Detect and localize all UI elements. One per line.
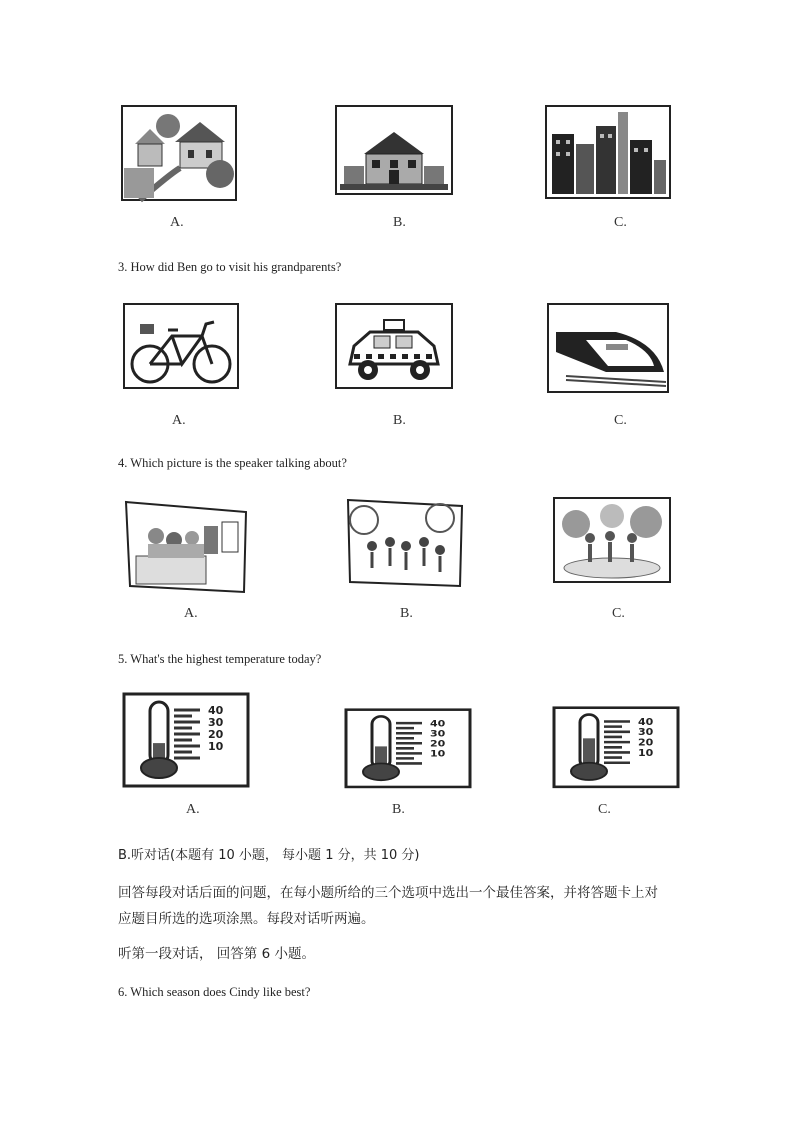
option-c-label: C.	[612, 606, 625, 621]
option-b-label: B.	[392, 802, 405, 817]
section-b-instructions	[118, 880, 688, 932]
tick-label: 10	[208, 740, 224, 753]
bicycle-icon	[122, 302, 252, 402]
option-c-picture	[544, 104, 674, 204]
first-dialog-note: 听第一段对话， 回答第 6 小题。	[118, 946, 315, 962]
thermometer-icon	[552, 706, 682, 792]
taxi-icon	[334, 302, 464, 402]
option-b-picture	[334, 104, 464, 204]
tick-label: 40	[430, 719, 446, 730]
option-b-picture	[334, 302, 464, 402]
tick-label: 30	[430, 729, 446, 740]
option-a-label: A.	[186, 802, 200, 817]
option-c-label: C.	[614, 215, 627, 230]
tick-label: 30	[208, 716, 224, 729]
thermometer-icon	[122, 692, 252, 792]
option-b-label: B.	[393, 413, 406, 428]
option-a-label: A.	[170, 215, 184, 230]
train-icon	[546, 302, 676, 402]
question-6: 6. Which season does Cindy like best?	[118, 985, 311, 999]
tick-label: 20	[208, 728, 224, 741]
city-buildings-icon	[544, 104, 674, 204]
tick-label: 30	[638, 726, 654, 739]
option-c-label: C.	[614, 413, 627, 428]
option-c-picture	[546, 302, 676, 402]
tick-label: 20	[430, 739, 446, 750]
row-places	[118, 104, 678, 239]
question-3: 3. How did Ben go to visit his grandparents?	[118, 260, 342, 274]
option-a-picture	[122, 302, 252, 402]
planting-trees-icon	[552, 496, 682, 596]
option-b-picture	[344, 496, 474, 596]
option-a-picture	[120, 104, 250, 204]
picnic-park-icon	[344, 496, 474, 596]
tick-label: 20	[638, 737, 654, 749]
section-b-heading: B.听对话(本题有 10 小题， 每小题 1 分，共 10 分)	[118, 848, 420, 863]
option-c-picture	[552, 706, 682, 792]
thermometer-icon	[344, 708, 474, 792]
option-b-label: B.	[400, 606, 413, 621]
tick-label: 40	[638, 716, 654, 728]
option-c-label: C.	[598, 802, 611, 817]
instruction-line-1: 回答每段对话后面的问题，在每小题所给的三个选项中选出一个最佳答案，并将答题卡上对	[118, 885, 658, 901]
instruction-line-2: 应题目所选的选项涂黑。每段对话听两遍。	[118, 911, 375, 927]
question-5: 5. What's the highest temperature today?	[118, 652, 322, 666]
option-c-picture	[552, 496, 682, 596]
option-a-picture	[122, 496, 252, 596]
row-thermometers	[118, 692, 678, 827]
option-a-label: A.	[184, 606, 198, 621]
tick-label: 10	[430, 749, 446, 760]
tick-label: 10	[638, 747, 654, 759]
option-b-picture	[344, 708, 474, 792]
row-scenes	[118, 496, 678, 631]
option-a-label: A.	[172, 413, 186, 428]
bedroom-family-icon	[122, 496, 252, 596]
row-transport	[118, 302, 678, 437]
tick-label: 40	[208, 704, 224, 717]
village-house-icon	[120, 104, 250, 204]
big-house-icon	[334, 104, 464, 204]
question-4: 4. Which picture is the speaker talking about?	[118, 456, 347, 470]
option-b-label: B.	[393, 215, 406, 230]
option-a-picture	[122, 692, 252, 792]
